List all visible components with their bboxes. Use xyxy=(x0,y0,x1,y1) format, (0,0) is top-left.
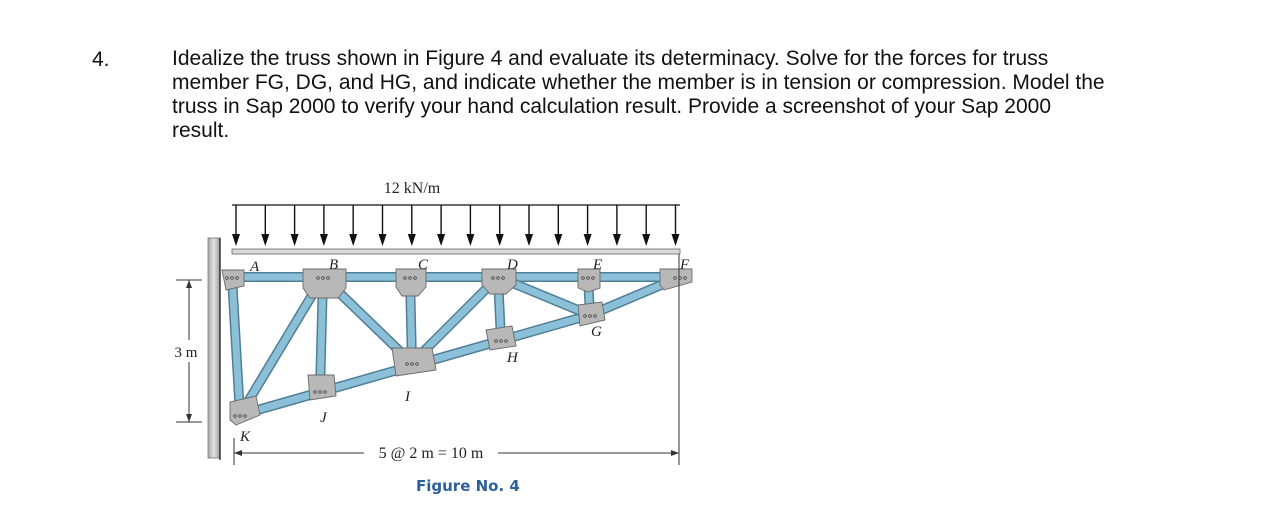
joint-label-c: C xyxy=(418,257,429,273)
load-arrow-head xyxy=(349,234,357,246)
load-arrow-head xyxy=(232,234,240,246)
question-line: member FG, DG, and HG, and indicate whether the member is in tension or compression. Model the xyxy=(172,71,1105,94)
joint-label-g: G xyxy=(591,324,602,340)
load-arrow-head xyxy=(291,234,299,246)
joint-label-b: B xyxy=(329,257,339,273)
joint-label-h: H xyxy=(507,350,518,366)
height-label: 3 m xyxy=(174,345,198,361)
load-arrow-head xyxy=(320,234,328,246)
gusset-a xyxy=(222,270,244,290)
joint-label-d: D xyxy=(507,257,518,273)
gusset-h xyxy=(486,326,516,350)
load-label: 12 kN/m xyxy=(383,180,441,197)
gusset-c xyxy=(396,269,426,296)
load-arrow-head xyxy=(437,234,445,246)
member-ak xyxy=(232,277,240,415)
joint-label-f: F xyxy=(680,257,690,273)
gusset-g xyxy=(578,302,605,326)
gusset-b xyxy=(303,269,346,298)
deck xyxy=(232,249,680,254)
load-arrow-head xyxy=(613,234,621,246)
figure-caption: Figure No. 4 xyxy=(416,477,520,495)
load-arrow-head xyxy=(642,234,650,246)
gusset-j xyxy=(308,375,336,400)
load-arrow-head xyxy=(496,234,504,246)
load-arrow-head xyxy=(672,234,680,246)
load-arrow-head xyxy=(261,234,269,246)
joint-label-j: J xyxy=(320,410,327,426)
wall-support xyxy=(208,238,220,460)
load-arrow-head xyxy=(466,234,474,246)
load-arrow-head xyxy=(379,234,387,246)
question-text xyxy=(172,47,1252,143)
question-line: result. xyxy=(172,119,230,142)
load-arrow-head xyxy=(525,234,533,246)
distributed-load xyxy=(232,205,680,246)
joint-label-i: I xyxy=(405,389,410,405)
load-arrow-head xyxy=(584,234,592,246)
span-label: 5 @ 2 m = 10 m xyxy=(378,445,484,462)
load-arrow-head xyxy=(408,234,416,246)
gusset-i xyxy=(392,348,436,376)
span-dimension xyxy=(234,254,679,465)
joint-label-e: E xyxy=(593,257,603,273)
question-number: 4. xyxy=(92,48,110,71)
load-arrow-head xyxy=(554,234,562,246)
question-line: truss in Sap 2000 to verify your hand calculation result. Provide a screenshot of your Sap 2000 xyxy=(172,95,1052,118)
joint-label-k: K xyxy=(240,429,251,445)
joint-label-a: A xyxy=(250,259,260,275)
question-line: Idealize the truss shown in Figure 4 and evaluate its determinacy. Solve for the forces for truss xyxy=(172,47,1049,70)
truss-members xyxy=(232,277,680,415)
truss-figure xyxy=(160,170,720,470)
